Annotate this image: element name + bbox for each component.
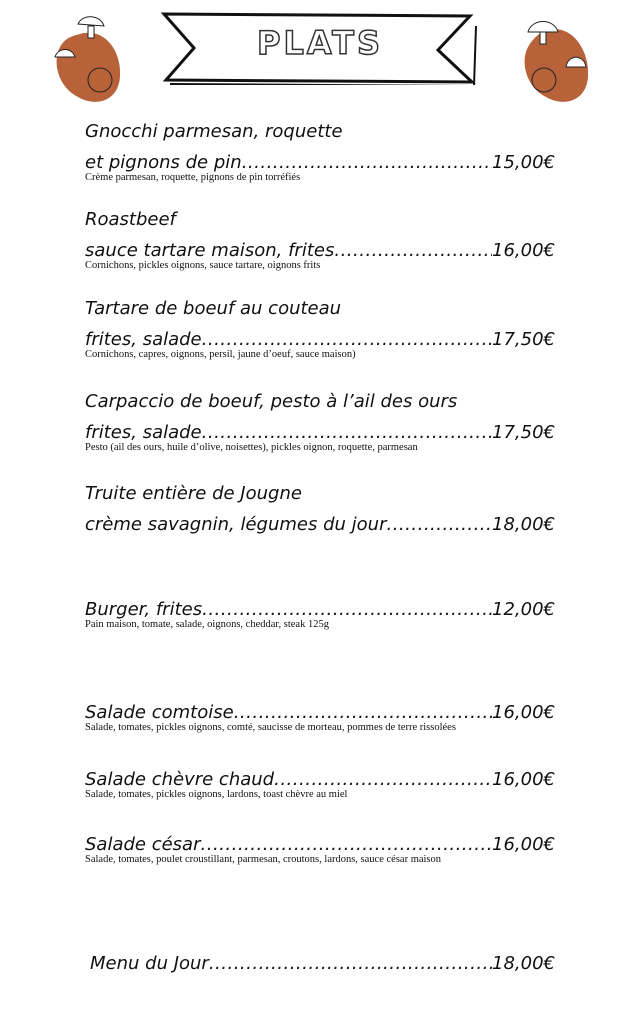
dot-leader (334, 235, 492, 266)
dish-description: Salade, tomates, poulet croustillant, parmesan, croutons, lardons, sauce césar maison (85, 854, 442, 865)
dish-price: 16,00€ (492, 240, 555, 261)
dish-name: sauce tartare maison, frites (85, 240, 335, 261)
dish-name: Salade césar (85, 834, 201, 855)
menu-item (85, 594, 555, 631)
dish-name: et pignons de pin (85, 152, 242, 173)
dish-name: frites, salade (85, 422, 202, 443)
dish-line (85, 509, 555, 540)
dish-name: Gnocchi parmesan, roquette (85, 121, 343, 142)
menu-item (85, 697, 555, 734)
dish-name-line1 (85, 204, 555, 235)
dot-leader (386, 509, 492, 540)
dish-name: Burger, frites (85, 599, 203, 620)
menu-item (85, 116, 555, 184)
dish-price: 17,50€ (492, 329, 555, 350)
mushroom-illustration-left (50, 12, 125, 107)
menu-item (90, 948, 555, 979)
menu-item (85, 386, 555, 454)
dish-name: Roastbeef (85, 209, 176, 230)
dish-price: 16,00€ (492, 769, 555, 790)
menu-item (85, 764, 555, 801)
dish-line (90, 948, 555, 979)
dish-description: Pain maison, tomate, salade, oignons, cheddar, steak 125g (85, 619, 329, 630)
dish-name: frites, salade (85, 329, 202, 350)
dish-description: Cornichons, capres, oignons, persil, jaune d’oeuf, sauce maison) (85, 349, 356, 360)
menu-item (85, 293, 555, 361)
dish-price: 16,00€ (492, 834, 555, 855)
dish-price: 12,00€ (492, 599, 555, 620)
dish-name: crème savagnin, légumes du jour (85, 514, 387, 535)
dish-price: 18,00€ (492, 514, 555, 535)
page-title: PLATS (257, 24, 383, 62)
dot-leader (209, 948, 492, 979)
dish-name: Menu du Jour (90, 953, 209, 974)
dish-name: Carpaccio de boeuf, pesto à l’ail des ours (85, 391, 458, 412)
dish-description: Crème parmesan, roquette, pignons de pin torréfiés (85, 172, 301, 183)
mushroom-illustration-right (518, 12, 593, 107)
dish-name: Salade comtoise (85, 702, 234, 723)
dish-description: Pesto (ail des ours, huile d’olive, noisettes), pickles oignon, roquette, parmesan (85, 442, 418, 453)
dish-description: Salade, tomates, pickles oignons, comté, saucisse de morteau, pommes de terre rissolées (85, 722, 456, 733)
dish-name: Truite entière de Jougne (85, 483, 302, 504)
dish-description: Salade, tomates, pickles oignons, lardons, toast chèvre au miel (85, 789, 348, 800)
dish-name: Salade chèvre chaud (85, 769, 275, 790)
menu-item (85, 204, 555, 272)
dish-name-line1 (85, 478, 555, 509)
dish-price: 17,50€ (492, 422, 555, 443)
dish-name-line1 (85, 386, 555, 417)
dish-price: 18,00€ (492, 953, 555, 974)
dish-price: 16,00€ (492, 702, 555, 723)
menu-item (85, 478, 555, 540)
dish-price: 15,00€ (492, 152, 555, 173)
dish-name: Tartare de boeuf au couteau (85, 298, 342, 319)
dish-name-line1 (85, 293, 555, 324)
menu-item (85, 829, 555, 866)
dish-description: Cornichons, pickles oignons, sauce tartare, oignons frits (85, 260, 321, 271)
dish-name-line1 (85, 116, 555, 147)
